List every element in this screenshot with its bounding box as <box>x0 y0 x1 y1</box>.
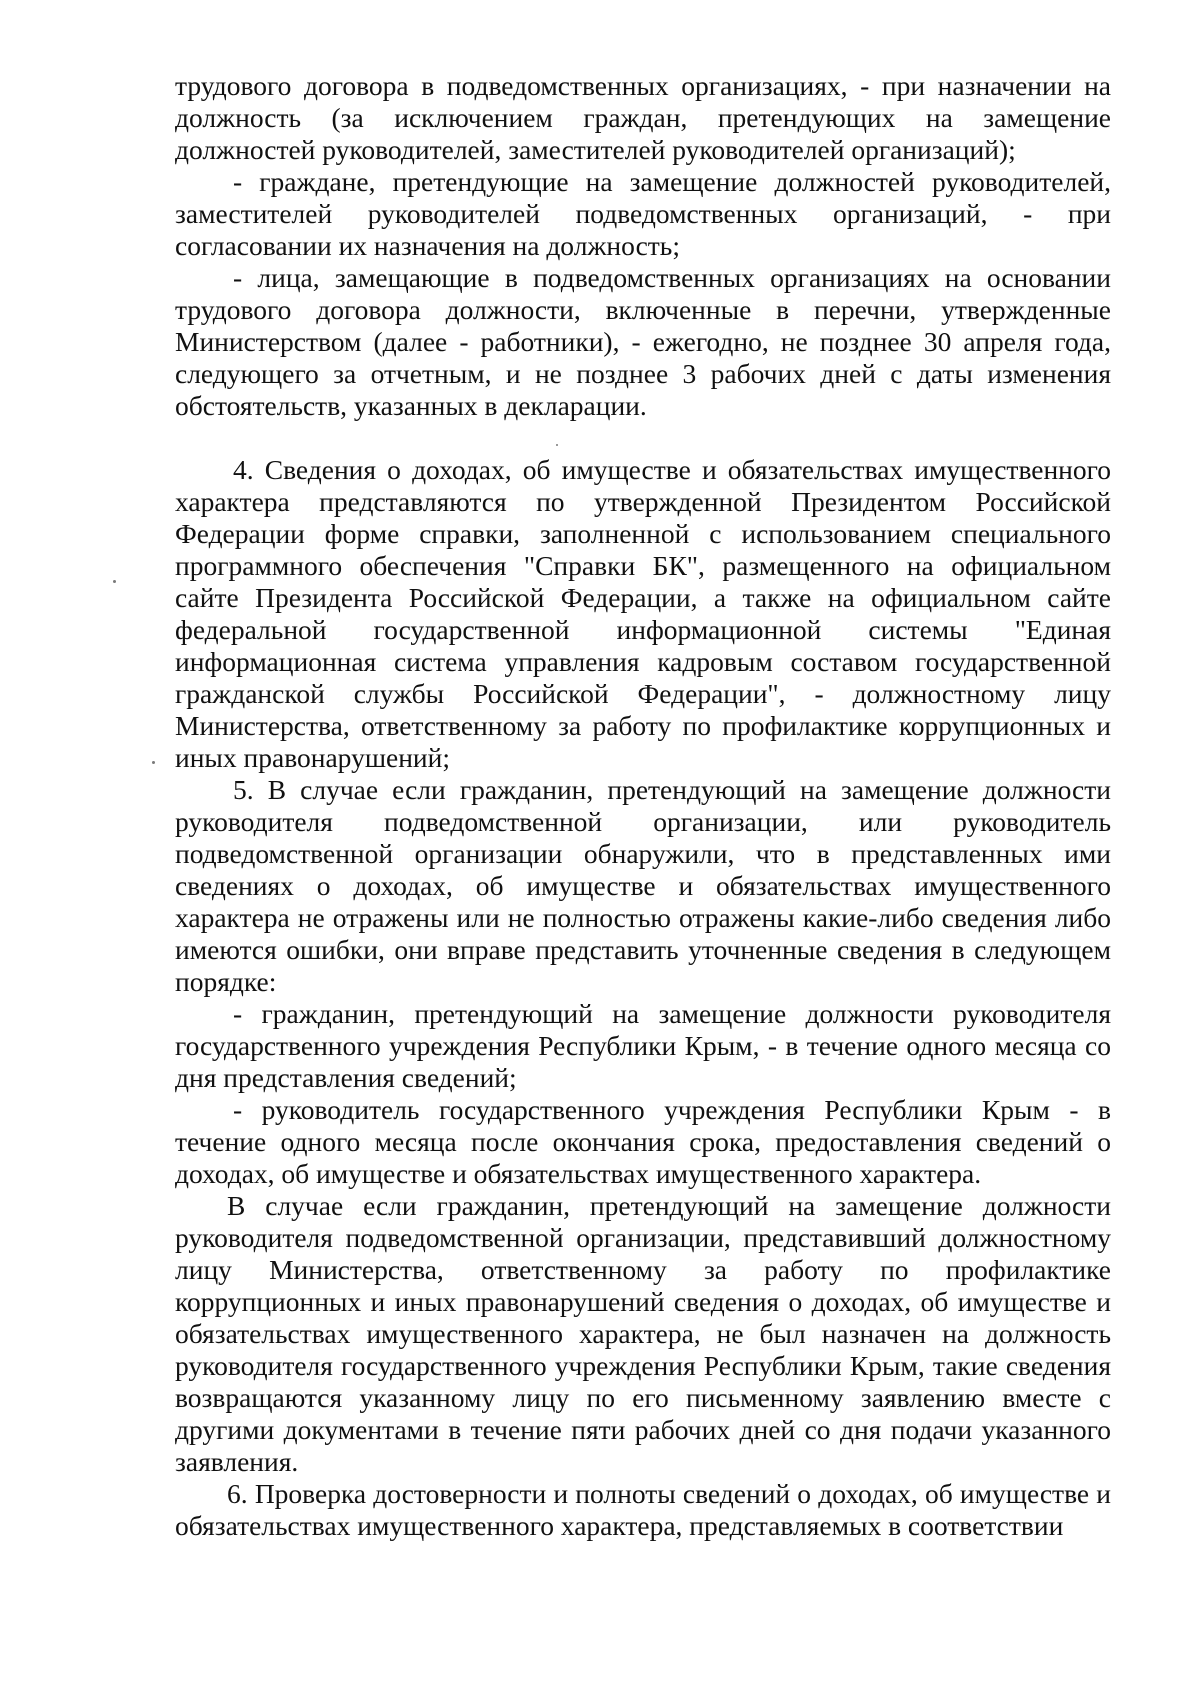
scan-speck <box>152 761 155 764</box>
paragraph-list-item-employees: - лица, замещающие в подведомственных организациях на основании трудового договора должности, включенные в перечни, утвержденные Министерством (далее - работники), - ежегодно, не позднее 30 апреля года, следующего за отчетным, и не позднее 3 рабочих дней с даты изменения обстоятельств, указанных в декларации. <box>175 262 1111 421</box>
paragraph-section-5: 5. В случае если гражданин, претендующий на замещение должности руководителя подведомственной организации, или руководитель подведомственной организации обнаружили, что в представленных ими сведениях о доходах, об имуществе и обязательствах имущественного характера не отражены или не полностью отражены какие-либо сведения либо имеются ошибки, они вправе представить уточненные сведения в следующем порядке: <box>175 774 1111 997</box>
paragraph-list-item-head-correction: - руководитель государственного учреждения Республики Крым - в течение одного месяца после окончания срока, предоставления сведений о доходах, об имуществе и обязательствах имущественного характера. <box>175 1094 1111 1189</box>
paragraph-list-item-citizen-correction: - гражданин, претендующий на замещение должности руководителя государственного учреждения Республики Крым, - в течение одного месяца со дня представления сведений; <box>175 998 1111 1093</box>
document-body <box>175 70 1111 1542</box>
paragraph-list-item-citizens: - граждане, претендующие на замещение должностей руководителей, заместителей руководителей подведомственных организаций, - при согласовании их назначения на должность; <box>175 166 1111 261</box>
paragraph-return-of-information: В случае если гражданин, претендующий на замещение должности руководителя подведомственной организации, представивший должностному лицу Министерства, ответственному за работу по профилактике коррупционных и иных правонарушений сведения о доходах, об имуществе и обязательствах имущественного характера, не был назначен на должность руководителя государственного учреждения Республики Крым, такие сведения возвращаются указанному лицу по его письменному заявлению вместе с другими документами в течение пяти рабочих дней со дня подачи указанного заявления. <box>175 1190 1111 1477</box>
paragraph-continuation: трудового договора в подведомственных организациях, - при назначении на должность (за исключением граждан, претендующих на замещение должностей руководителей, заместителей руководителей организаций); <box>175 70 1111 165</box>
paragraph-section-4: 4. Сведения о доходах, об имуществе и обязательствах имущественного характера представляются по утвержденной Президентом Российской Федерации форме справки, заполненной с использованием специального программного обеспечения "Справки БК", размещенного на официальном сайте Президента Российской Федерации, а также на официальном сайте федеральной государственной информационной системы "Единая информационная система управления кадровым составом государственной гражданской службы Российской Федерации", - должностному лицу Министерства, ответственному за работу по профилактике коррупционных и иных правонарушений; <box>175 454 1111 773</box>
scan-speck <box>556 444 558 446</box>
scan-speck <box>113 580 116 583</box>
paragraph-section-6: 6. Проверка достоверности и полноты сведений о доходах, об имуществе и обязательствах имущественного характера, представляемых в соответствии <box>175 1478 1111 1541</box>
